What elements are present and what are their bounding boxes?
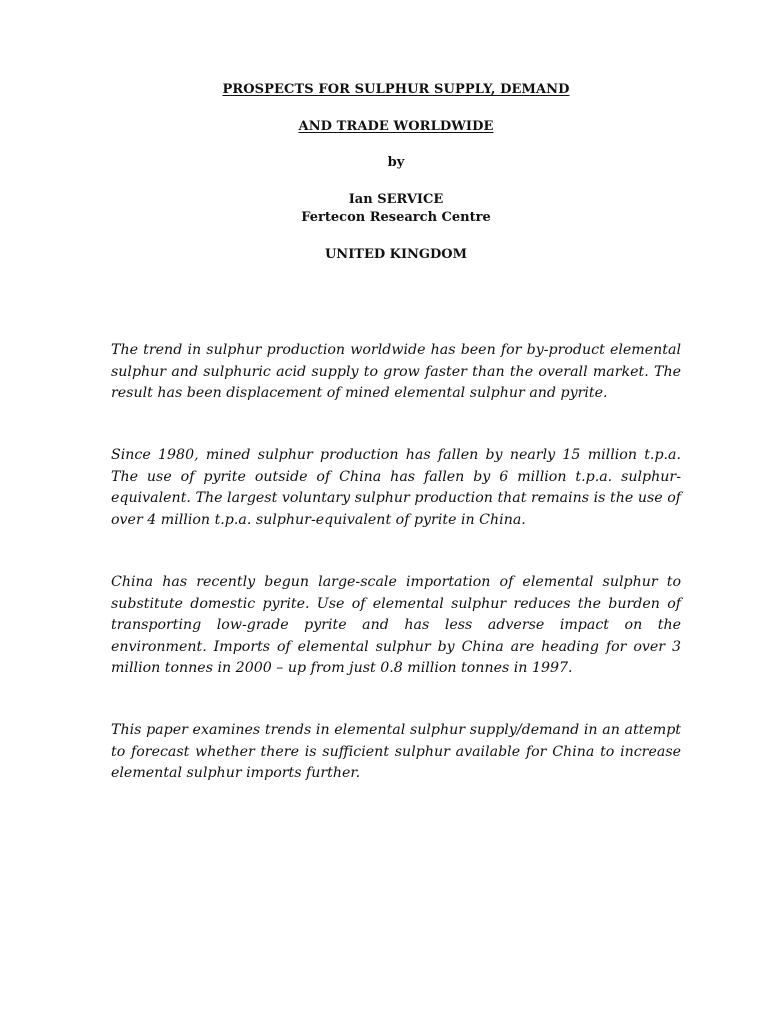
abstract-paragraph: The trend in sulphur production worldwide has been for by-product elemental sulphur and sulphuric acid supply to grow faster than the overall market. The result has been displacement of mined elemental sulphur and pyrite.	[111, 342, 681, 401]
title-line-1-text: PROSPECTS FOR SULPHUR SUPPLY, DEMAND	[222, 82, 570, 97]
title-heading-line-2	[12, 118, 768, 136]
author-name: Ian SERVICE	[348, 192, 444, 207]
title-line-2-text: AND TRADE WORLDWIDE	[298, 119, 494, 134]
abstract-paragraph: China has recently begun large-scale importation of elemental sulphur to substitute domestic pyrite. Use of elemental sulphur reduces the burden of transporting low-grade pyrite and has less adverse impact on the environment. Imports of elemental sulphur by China are heading for over 3 million tonnes in 2000 – up from just 0.8 million tonnes in 1997.	[111, 574, 681, 676]
author-organization: Fertecon Research Centre	[301, 210, 491, 225]
author-country: UNITED KINGDOM	[324, 247, 468, 262]
abstract-paragraph: This paper examines trends in elemental sulphur supply/demand in an attempt to forecast whether there is sufficient sulphur available for China to increase elemental sulphur imports further.	[111, 722, 681, 781]
title-heading-line-1	[12, 81, 768, 99]
abstract-paragraph: Since 1980, mined sulphur production has fallen by nearly 15 million t.p.a. The use of pyrite outside of China has fallen by 6 million t.p.a. sulphur-equivalent. The largest voluntary sulphur production that remains is the use of over 4 million t.p.a. sulphur-equivalent of pyrite in China.	[111, 447, 681, 528]
byline-by: by	[387, 155, 405, 170]
